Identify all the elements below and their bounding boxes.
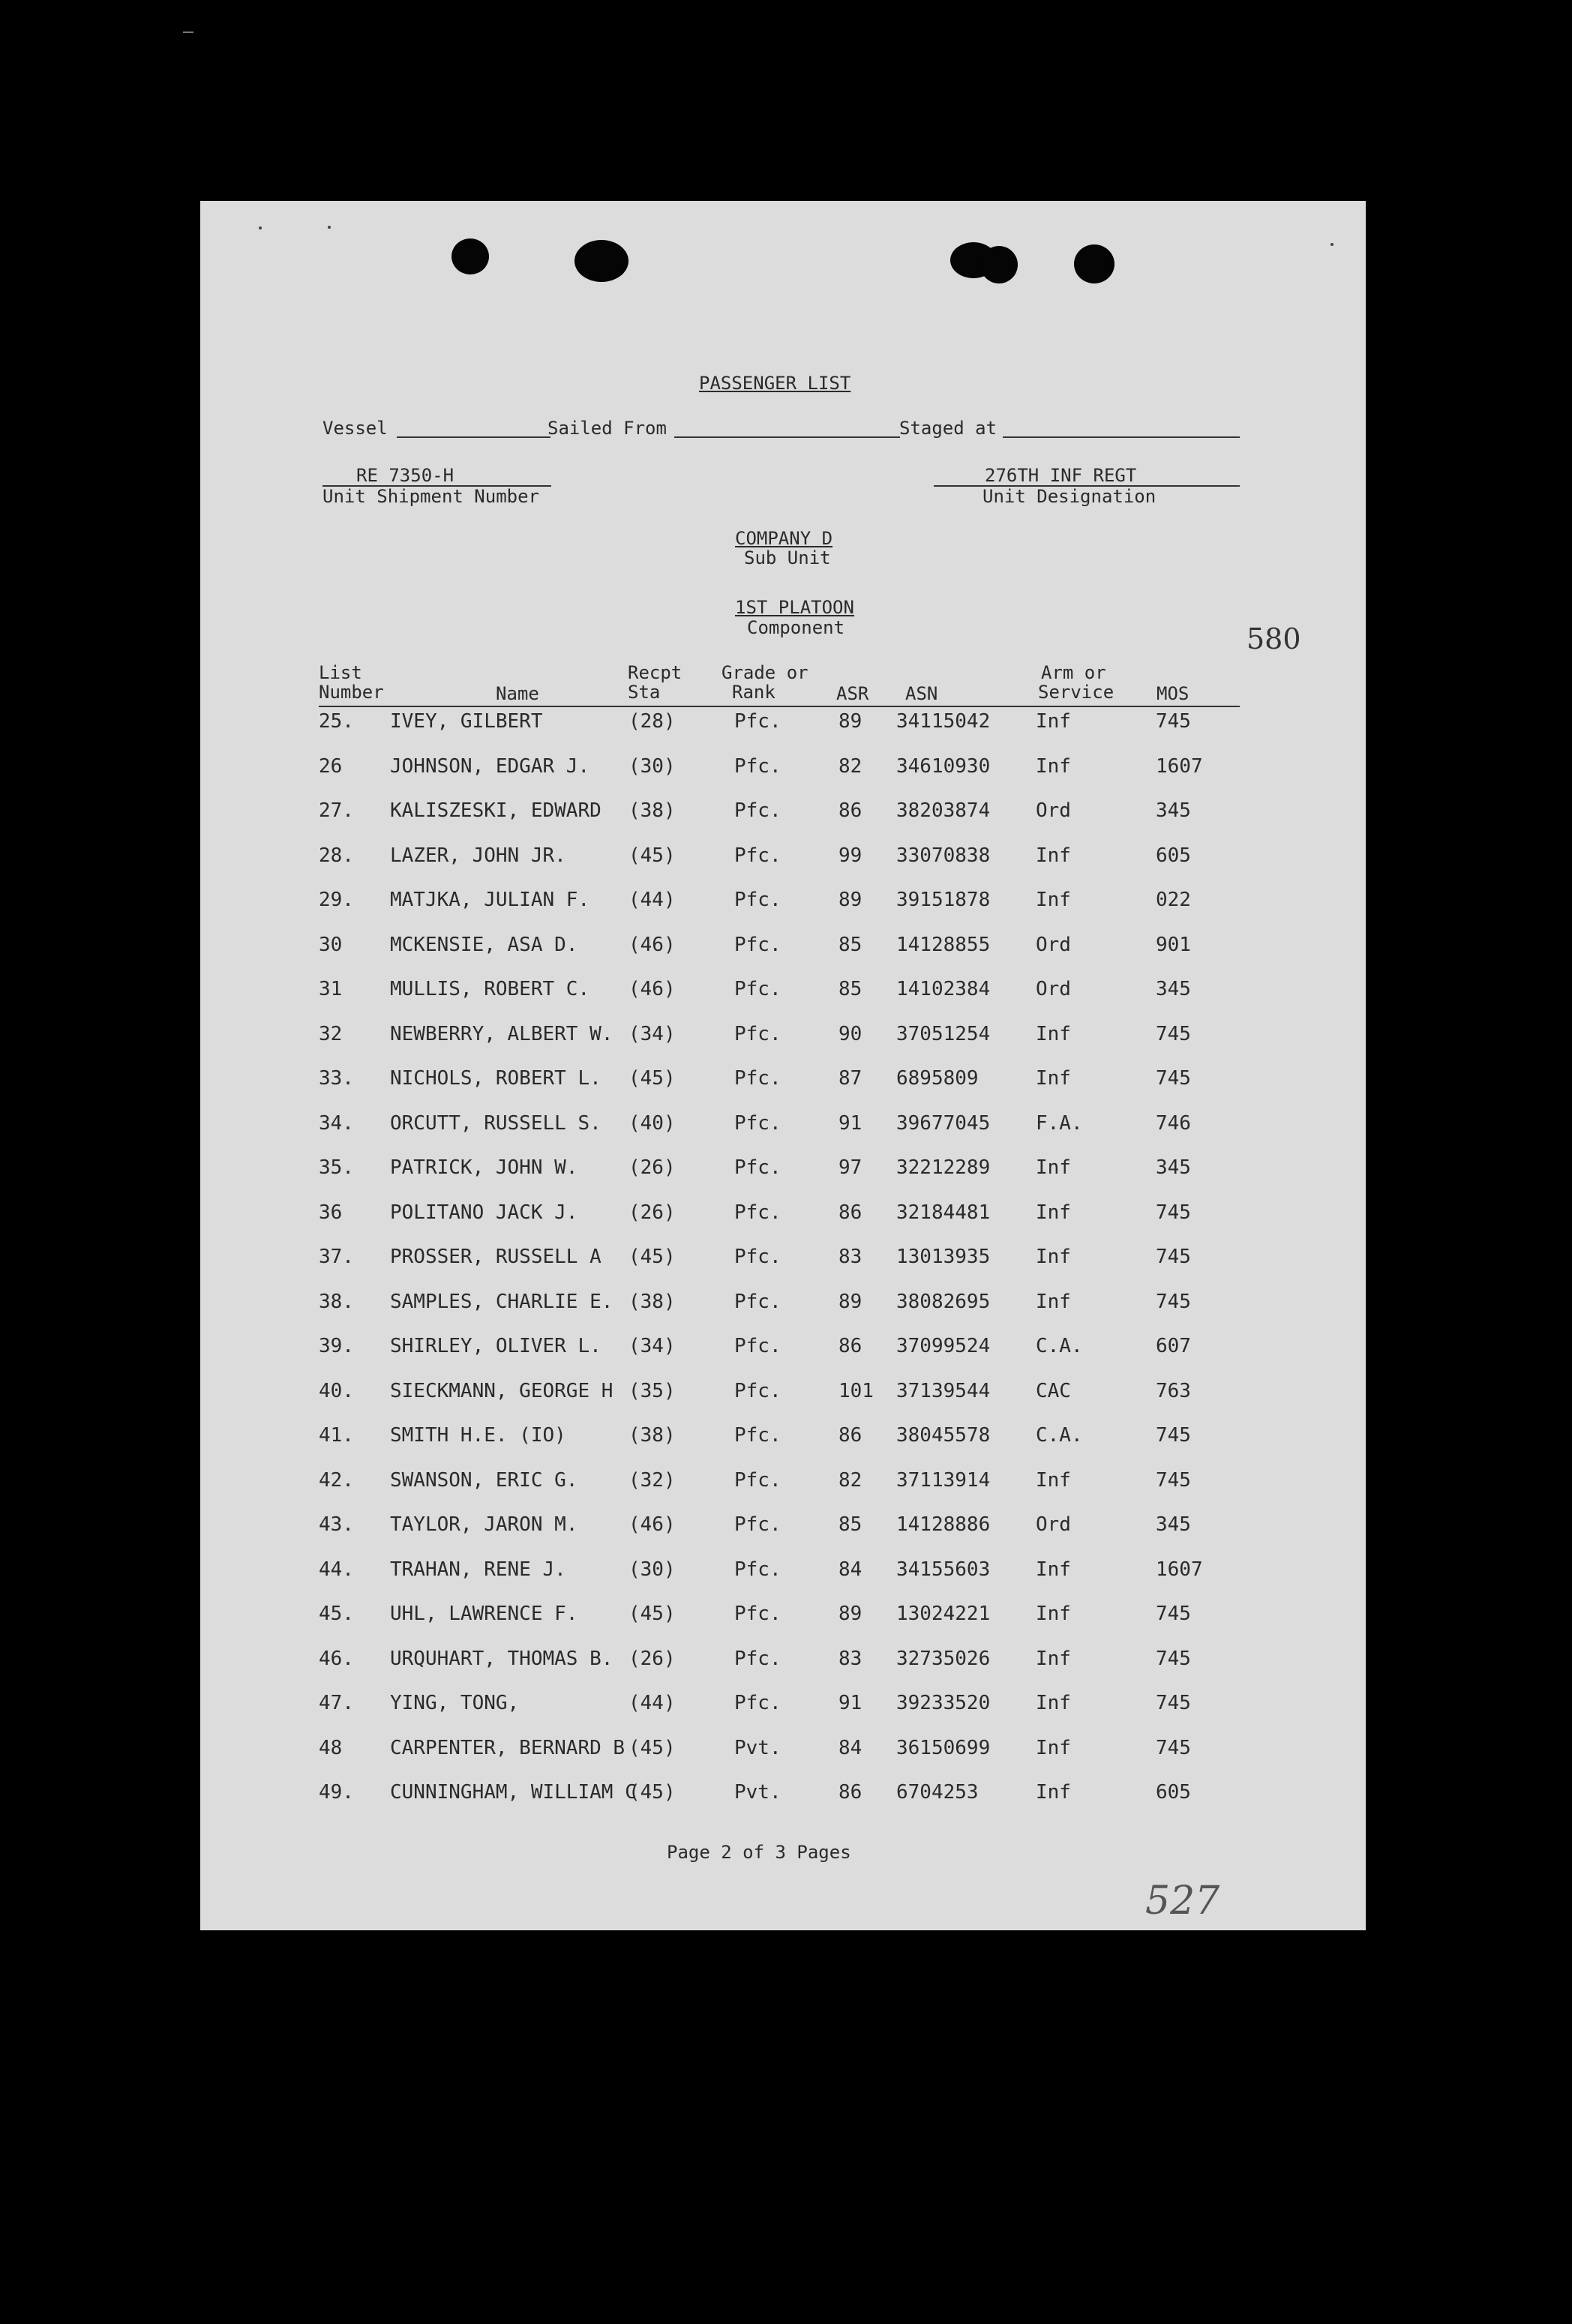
unit-designation-label: Unit Designation	[982, 486, 1156, 507]
cell-mos: 745	[1156, 1603, 1191, 1625]
cell-grade: Pfc.	[734, 1647, 782, 1670]
cell-grade: Pfc.	[734, 844, 782, 867]
cell-name: NEWBERRY, ALBERT W.	[390, 1022, 614, 1045]
cell-num: 47.	[319, 1692, 354, 1714]
table-row	[200, 1112, 1366, 1135]
cell-name: UHL, LAWRENCE F.	[390, 1603, 578, 1625]
cell-asn: 37113914	[896, 1468, 991, 1492]
cell-mos: 607	[1156, 1335, 1191, 1357]
staged-at-label: Staged at	[899, 418, 998, 439]
cell-arm: Ord	[1036, 933, 1071, 956]
cell-mos: 605	[1156, 1781, 1191, 1804]
staged-at-line	[1003, 436, 1240, 438]
table-row	[200, 1335, 1366, 1357]
cell-mos: 745	[1156, 1424, 1191, 1447]
vessel-line	[397, 436, 550, 438]
page-footer: Page 2 of 3 Pages	[667, 1842, 851, 1863]
unit-shipment-number: RE 7350-H	[356, 465, 454, 486]
table-row	[200, 844, 1366, 867]
cell-mos: 745	[1156, 710, 1191, 733]
cell-num: 39.	[319, 1335, 354, 1357]
cell-arm: Inf	[1036, 1290, 1071, 1313]
cell-name: MCKENSIE, ASA D.	[390, 933, 578, 956]
cell-asr: 83	[838, 1246, 862, 1268]
table-row	[200, 978, 1366, 1000]
cell-mos: 605	[1156, 844, 1191, 867]
cell-mos: 746	[1156, 1111, 1191, 1135]
cell-mos: 745	[1156, 1022, 1191, 1045]
cell-num: 38.	[319, 1290, 354, 1313]
vessel-label: Vessel	[322, 418, 388, 439]
cell-grade: Pfc.	[734, 1201, 782, 1224]
cell-num: 32	[319, 1022, 343, 1045]
cell-mos: 745	[1156, 1647, 1191, 1670]
cell-grade: Pfc.	[734, 889, 782, 911]
punch-hole-2	[574, 240, 628, 282]
cell-grade: Pvt.	[734, 1736, 782, 1759]
cell-asr: 85	[838, 933, 862, 956]
cell-name: MATJKA, JULIAN F.	[390, 889, 590, 911]
cell-grade: Pfc.	[734, 933, 782, 956]
component-label: Component	[747, 617, 845, 638]
cell-name: NICHOLS, ROBERT L.	[390, 1067, 602, 1090]
cell-num: 28.	[319, 844, 354, 867]
cell-asr: 91	[838, 1692, 862, 1714]
table-row	[200, 1067, 1366, 1090]
cell-recpt: (40)	[628, 1111, 676, 1135]
cell-recpt: (28)	[628, 710, 676, 733]
header-mos: MOS	[1156, 683, 1190, 704]
cell-mos: 745	[1156, 1246, 1191, 1268]
component-value: 1ST PLATOON	[735, 597, 854, 618]
cell-asn: 38045578	[896, 1424, 991, 1447]
cell-mos: 345	[1156, 1156, 1191, 1179]
cell-arm: Inf	[1036, 1067, 1071, 1090]
cell-name: TAYLOR, JARON M.	[390, 1513, 578, 1536]
cell-name: MULLIS, ROBERT C.	[390, 978, 590, 1000]
cell-arm: Inf	[1036, 710, 1071, 733]
cell-grade: Pfc.	[734, 1246, 782, 1268]
cell-mos: 345	[1156, 978, 1191, 1000]
cell-asr: 86	[838, 1335, 862, 1357]
scan-mark	[183, 31, 194, 33]
cell-arm: Inf	[1036, 1246, 1071, 1268]
cell-recpt: (26)	[628, 1201, 676, 1224]
cell-asn: 14128886	[896, 1513, 991, 1536]
cell-asn: 39151878	[896, 889, 991, 911]
cell-grade: Pfc.	[734, 1290, 782, 1313]
cell-name: PROSSER, RUSSELL A	[390, 1246, 602, 1268]
table-row	[200, 1603, 1366, 1625]
cell-num: 44.	[319, 1558, 354, 1581]
cell-num: 30	[319, 933, 343, 956]
cell-num: 33.	[319, 1067, 354, 1090]
cell-asr: 84	[838, 1736, 862, 1759]
speck	[1330, 243, 1334, 246]
cell-arm: Inf	[1036, 1156, 1071, 1179]
cell-arm: Inf	[1036, 844, 1071, 867]
cell-asn: 13013935	[896, 1246, 991, 1268]
table-row	[200, 1156, 1366, 1179]
table-row	[200, 889, 1366, 911]
punch-hole-1	[452, 238, 489, 274]
cell-arm: Inf	[1036, 1022, 1071, 1045]
cell-num: 46.	[319, 1647, 354, 1670]
cell-num: 48	[319, 1736, 343, 1759]
cell-name: ORCUTT, RUSSELL S.	[390, 1111, 602, 1135]
header-list-number: List Number	[319, 662, 384, 703]
cell-num: 34.	[319, 1111, 354, 1135]
cell-asn: 36150699	[896, 1736, 991, 1759]
table-row	[200, 1469, 1366, 1492]
cell-num: 25.	[319, 710, 354, 733]
cell-recpt: (30)	[628, 1558, 676, 1581]
cell-mos: 1607	[1156, 1558, 1203, 1581]
table-row	[200, 1781, 1366, 1804]
cell-arm: Inf	[1036, 1201, 1071, 1224]
punch-hole-5	[1074, 244, 1114, 283]
cell-recpt: (35)	[628, 1379, 676, 1402]
cell-mos: 745	[1156, 1692, 1191, 1714]
unit-shipment-label: Unit Shipment Number	[322, 486, 539, 507]
cell-name: SIECKMANN, GEORGE H	[390, 1379, 614, 1402]
cell-mos: 745	[1156, 1290, 1191, 1313]
cell-asr: 85	[838, 1513, 862, 1536]
cell-asr: 83	[838, 1647, 862, 1670]
sailed-from-label: Sailed From	[548, 418, 667, 439]
cell-asr: 89	[838, 1290, 862, 1313]
cell-num: 49.	[319, 1781, 354, 1804]
sub-unit-label: Sub Unit	[744, 547, 831, 568]
cell-arm: Inf	[1036, 1736, 1071, 1759]
cell-arm: C.A.	[1036, 1424, 1083, 1447]
cell-name: POLITANO JACK J.	[390, 1201, 578, 1224]
cell-asn: 38203874	[896, 799, 991, 822]
cell-recpt: (44)	[628, 1692, 676, 1714]
cell-mos: 745	[1156, 1067, 1191, 1090]
cell-arm: Inf	[1036, 1692, 1071, 1714]
table-row	[200, 1424, 1366, 1447]
cell-mos: 901	[1156, 933, 1191, 956]
cell-recpt: (26)	[628, 1647, 676, 1670]
cell-mos: 745	[1156, 1201, 1191, 1224]
header-rule	[319, 706, 1240, 707]
cell-arm: Ord	[1036, 1513, 1071, 1536]
cell-asr: 90	[838, 1022, 862, 1045]
cell-asr: 89	[838, 1603, 862, 1625]
header-name: Name	[496, 683, 539, 704]
cell-name: LAZER, JOHN JR.	[390, 844, 566, 867]
cell-asr: 89	[838, 889, 862, 911]
cell-asr: 86	[838, 1781, 862, 1804]
cell-asr: 91	[838, 1111, 862, 1135]
cell-asn: 34155603	[896, 1558, 991, 1581]
cell-name: PATRICK, JOHN W.	[390, 1156, 578, 1179]
cell-grade: Pfc.	[734, 1692, 782, 1714]
cell-arm: F.A.	[1036, 1111, 1083, 1135]
cell-num: 41.	[319, 1424, 354, 1447]
cell-num: 27.	[319, 799, 354, 822]
cell-num: 42.	[319, 1468, 354, 1492]
table-row	[200, 1513, 1366, 1536]
table-row	[200, 934, 1366, 956]
cell-name: YING, TONG,	[390, 1692, 520, 1714]
cell-recpt: (30)	[628, 754, 676, 778]
table-row	[200, 1558, 1366, 1581]
cell-asr: 85	[838, 978, 862, 1000]
cell-recpt: (45)	[628, 1067, 676, 1090]
cell-grade: Pfc.	[734, 1156, 782, 1179]
cell-arm: Inf	[1036, 1647, 1071, 1670]
cell-asn: 34610930	[896, 754, 991, 778]
header-grade: Grade or Rank	[722, 662, 808, 703]
cell-asr: 86	[838, 799, 862, 822]
cell-mos: 745	[1156, 1736, 1191, 1759]
header-asr: ASR	[836, 683, 869, 704]
cell-asr: 84	[838, 1558, 862, 1581]
cell-num: 35.	[319, 1156, 354, 1179]
speck	[328, 226, 331, 229]
cell-grade: Pvt.	[734, 1781, 782, 1804]
cell-grade: Pfc.	[734, 1111, 782, 1135]
cell-mos: 763	[1156, 1379, 1191, 1402]
table-row	[200, 1648, 1366, 1670]
cell-num: 43.	[319, 1513, 354, 1536]
cell-recpt: (45)	[628, 1781, 676, 1804]
cell-num: 40.	[319, 1379, 354, 1402]
cell-grade: Pfc.	[734, 1022, 782, 1045]
cell-arm: Ord	[1036, 978, 1071, 1000]
cell-recpt: (45)	[628, 1246, 676, 1268]
cell-mos: 1607	[1156, 754, 1203, 778]
cell-num: 36	[319, 1201, 343, 1224]
cell-recpt: (45)	[628, 844, 676, 867]
cell-grade: Pfc.	[734, 1379, 782, 1402]
cell-arm: Inf	[1036, 889, 1071, 911]
cell-asr: 82	[838, 754, 862, 778]
cell-name: SHIRLEY, OLIVER L.	[390, 1335, 602, 1357]
cell-mos: 345	[1156, 1513, 1191, 1536]
cell-arm: Inf	[1036, 754, 1071, 778]
table-row	[200, 1692, 1366, 1714]
cell-grade: Pfc.	[734, 1558, 782, 1581]
cell-recpt: (44)	[628, 889, 676, 911]
cell-grade: Pfc.	[734, 1424, 782, 1447]
cell-recpt: (26)	[628, 1156, 676, 1179]
cell-arm: Inf	[1036, 1603, 1071, 1625]
cell-asr: 89	[838, 710, 862, 733]
cell-asn: 39233520	[896, 1692, 991, 1714]
cell-asr: 99	[838, 844, 862, 867]
stamp-number: 580	[1246, 622, 1301, 655]
cell-recpt: (38)	[628, 799, 676, 822]
cell-grade: Pfc.	[734, 1513, 782, 1536]
cell-recpt: (46)	[628, 978, 676, 1000]
cell-grade: Pfc.	[734, 799, 782, 822]
cell-grade: Pfc.	[734, 1067, 782, 1090]
cell-num: 31	[319, 978, 343, 1000]
cell-asn: 38082695	[896, 1290, 991, 1313]
cell-asn: 34115042	[896, 710, 991, 733]
cell-asr: 97	[838, 1156, 862, 1179]
cell-asn: 37139544	[896, 1379, 991, 1402]
cell-mos: 745	[1156, 1468, 1191, 1492]
cell-asn: 6895809	[896, 1067, 979, 1090]
cell-name: TRAHAN, RENE J.	[390, 1558, 566, 1581]
header-asn: ASN	[905, 683, 938, 704]
cell-arm: Inf	[1036, 1781, 1071, 1804]
cell-recpt: (38)	[628, 1290, 676, 1313]
cell-asn: 6704253	[896, 1781, 979, 1804]
table-row	[200, 1291, 1366, 1313]
cell-recpt: (38)	[628, 1424, 676, 1447]
cell-num: 26	[319, 754, 343, 778]
punch-hole-4	[980, 246, 1018, 283]
cell-mos: 345	[1156, 799, 1191, 822]
cell-name: IVEY, GILBERT	[390, 710, 543, 733]
cell-asr: 101	[838, 1379, 874, 1402]
cell-recpt: (32)	[628, 1468, 676, 1492]
cell-arm: CAC	[1036, 1379, 1071, 1402]
table-row	[200, 1201, 1366, 1224]
cell-num: 29.	[319, 889, 354, 911]
table-row	[200, 799, 1366, 822]
cell-recpt: (34)	[628, 1022, 676, 1045]
table-row	[200, 1246, 1366, 1268]
cell-recpt: (46)	[628, 933, 676, 956]
cell-asr: 82	[838, 1468, 862, 1492]
cell-name: JOHNSON, EDGAR J.	[390, 754, 590, 778]
cell-asn: 33070838	[896, 844, 991, 867]
handwritten-number: 527	[1145, 1879, 1220, 1924]
cell-asr: 86	[838, 1424, 862, 1447]
table-row	[200, 1737, 1366, 1759]
cell-asn: 13024221	[896, 1603, 991, 1625]
document-page	[200, 201, 1366, 1930]
cell-grade: Pfc.	[734, 754, 782, 778]
cell-grade: Pfc.	[734, 1335, 782, 1357]
cell-arm: Ord	[1036, 799, 1071, 822]
cell-grade: Pfc.	[734, 710, 782, 733]
cell-asn: 39677045	[896, 1111, 991, 1135]
cell-name: URQUHART, THOMAS B.	[390, 1647, 614, 1670]
cell-mos: 022	[1156, 889, 1191, 911]
cell-asr: 87	[838, 1067, 862, 1090]
cell-name: SMITH H.E. (IO)	[390, 1424, 566, 1447]
cell-asr: 86	[838, 1201, 862, 1224]
cell-arm: Inf	[1036, 1558, 1071, 1581]
table-row	[200, 755, 1366, 778]
cell-recpt: (46)	[628, 1513, 676, 1536]
sailed-from-line	[674, 436, 900, 438]
table-row	[200, 1023, 1366, 1045]
cell-name: KALISZESKI, EDWARD	[390, 799, 602, 822]
cell-asn: 32735026	[896, 1647, 991, 1670]
cell-num: 45.	[319, 1603, 354, 1625]
cell-asn: 32212289	[896, 1156, 991, 1179]
table-row	[200, 1380, 1366, 1402]
cell-grade: Pfc.	[734, 1603, 782, 1625]
sub-unit-value: COMPANY D	[735, 528, 833, 549]
cell-name: SAMPLES, CHARLIE E.	[390, 1290, 614, 1313]
table-row	[200, 710, 1366, 733]
cell-num: 37.	[319, 1246, 354, 1268]
cell-arm: C.A.	[1036, 1335, 1083, 1357]
cell-asn: 37099524	[896, 1335, 991, 1357]
cell-recpt: (34)	[628, 1335, 676, 1357]
cell-grade: Pfc.	[734, 978, 782, 1000]
cell-asn: 14102384	[896, 978, 991, 1000]
cell-recpt: (45)	[628, 1603, 676, 1625]
cell-asn: 32184481	[896, 1201, 991, 1224]
header-recpt: Recpt Sta	[628, 662, 682, 703]
cell-name: CUNNINGHAM, WILLIAM C	[390, 1781, 637, 1804]
cell-grade: Pfc.	[734, 1468, 782, 1492]
cell-recpt: (45)	[628, 1736, 676, 1759]
page-title: PASSENGER LIST	[699, 373, 851, 394]
cell-name: SWANSON, ERIC G.	[390, 1468, 578, 1492]
cell-name: CARPENTER, BERNARD B	[390, 1736, 626, 1759]
cell-arm: Inf	[1036, 1468, 1071, 1492]
cell-asn: 14128855	[896, 933, 991, 956]
header-arm: Arm or Service	[1038, 662, 1114, 703]
cell-asn: 37051254	[896, 1022, 991, 1045]
speck	[259, 226, 262, 229]
unit-designation: 276TH INF REGT	[985, 465, 1137, 486]
